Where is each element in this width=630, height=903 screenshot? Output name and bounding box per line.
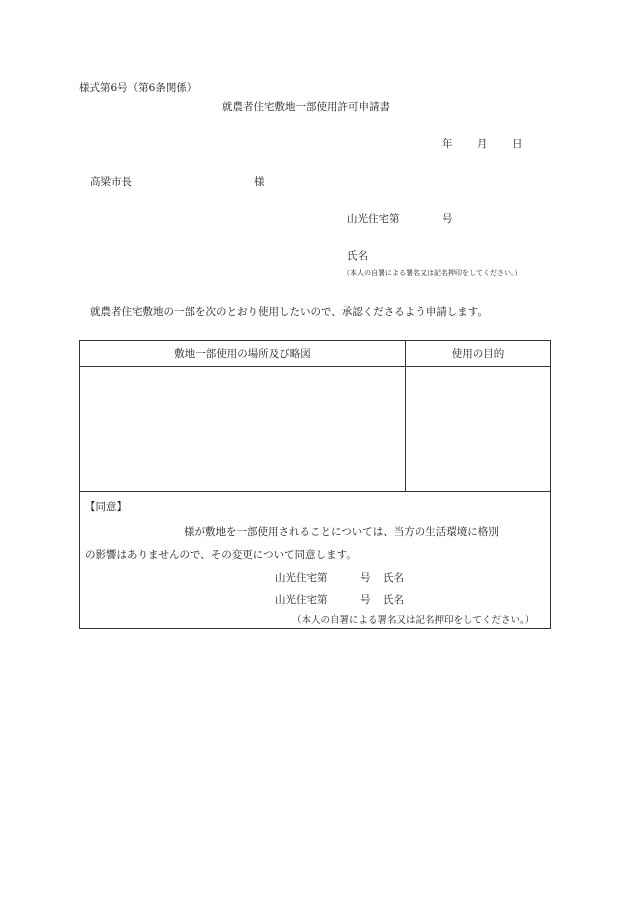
location-sketch-cell[interactable]	[80, 367, 405, 491]
col-purpose-header: 使用の目的	[451, 348, 505, 360]
consent-signer-2-suffix: 号	[360, 594, 371, 606]
usage-table	[79, 340, 551, 629]
request-statement: 就農者住宅敷地の一部を次のとおり使用したいので、承認くださるよう申請します。	[90, 306, 488, 318]
applicant-signature-note: （本人の自署による署名又は記名押印をしてください。）	[343, 269, 522, 277]
date-year-label: 年	[442, 138, 453, 150]
applicant-residence-prefix: 山光住宅第	[347, 213, 400, 225]
applicant-residence-suffix: 号	[442, 213, 453, 225]
consent-heading: 【同意】	[85, 501, 127, 513]
consent-signer-1-name-label: 氏名	[383, 572, 404, 584]
form-number: 様式第6号（第6条関係）	[79, 82, 198, 94]
purpose-cell[interactable]	[406, 367, 550, 491]
consent-signer-1-suffix: 号	[360, 572, 371, 584]
addressee-name: 高梁市長	[90, 176, 132, 188]
consent-line-2: の影響はありませんので、その変更について同意します。	[85, 549, 357, 561]
consent-signer-2-name-label: 氏名	[383, 594, 404, 606]
consent-signer-2-prefix: 山光住宅第	[275, 594, 328, 606]
applicant-name-label: 氏名	[347, 250, 368, 262]
form-title: 就農者住宅敷地一部使用許可申請書	[222, 101, 390, 113]
consent-signature-note: （本人の自署による署名又は記名押印をしてください。）	[292, 615, 535, 626]
addressee-honorific: 様	[254, 176, 265, 188]
date-month-label: 月	[477, 138, 488, 150]
table-consent-divider	[80, 491, 550, 492]
consent-line-1: 様が敷地を一部使用されることについては、当方の生活環境に格別	[184, 526, 499, 538]
col-location-header: 敷地一部使用の場所及び略図	[174, 348, 311, 360]
consent-signer-1-prefix: 山光住宅第	[275, 572, 328, 584]
date-day-label: 日	[512, 138, 523, 150]
